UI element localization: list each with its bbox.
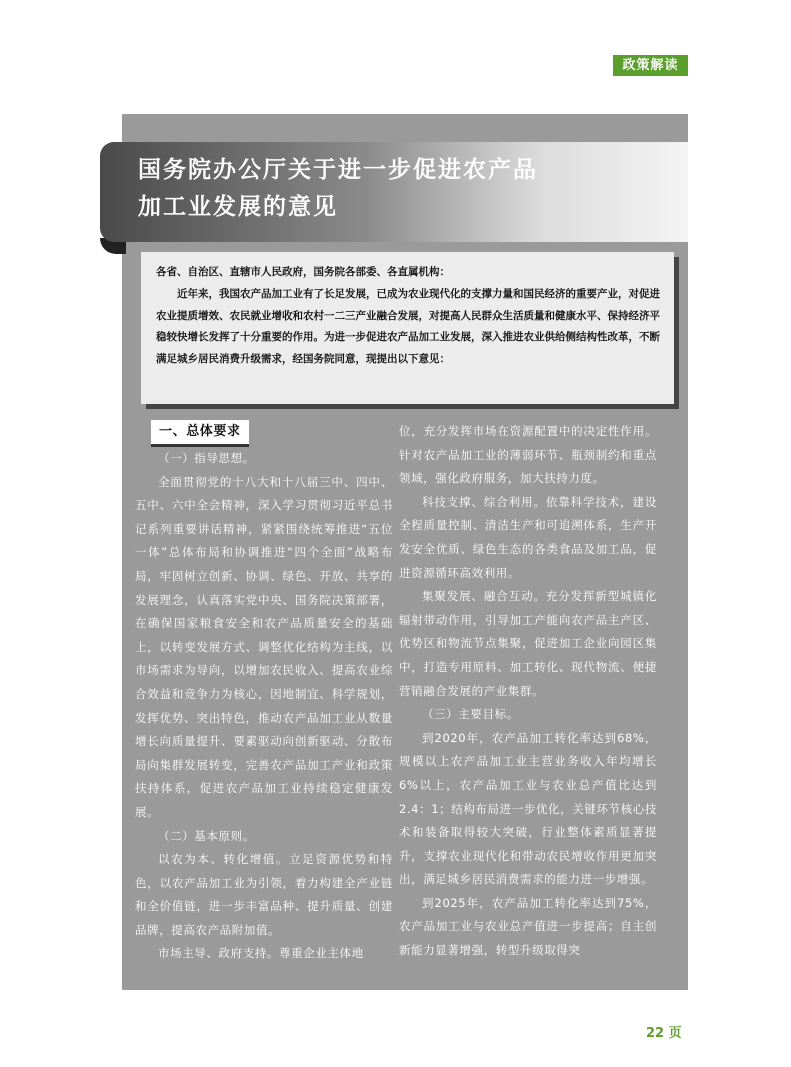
paragraph: 以农为本、转化增值。立足资源优势和特色，以农产品加工业为引领，着力构建全产业链和全价值链，进一步丰富品种、提升质量、创建品牌，提高农产品附加值。 bbox=[135, 852, 393, 937]
salutation: 各省、自治区、直辖市人民政府，国务院各部委、各直属机构： bbox=[156, 266, 450, 278]
paragraph: 集聚发展、融合互动。充分发挥新型城镇化辐射带动作用，引导加工产能向农产品主产区、优势区和物流节点集聚，促进加工企业向园区集中，打造专用原料、加工转化、现代物流、便捷营销融合发展的产业集群。 bbox=[399, 589, 657, 698]
paragraph: 位，充分发挥市场在资源配置中的决定性作用。针对农产品加工业的薄弱环节、瓶颈制约和重点领域，强化政府服务，加大扶持力度。 bbox=[399, 424, 657, 486]
subheading-main-goals: （三）主要目标。 bbox=[422, 707, 519, 722]
subheading-basic-principles: （二）基本原则。 bbox=[158, 828, 255, 843]
right-column bbox=[399, 420, 657, 963]
subheading-guiding-ideology: （一）指导思想。 bbox=[158, 451, 255, 465]
section-heading: 一、总体要求 bbox=[151, 420, 249, 447]
title-line-2: 加工业发展的意见 bbox=[138, 194, 338, 220]
intro-body: 近年来，我国农产品加工业有了长足发展，已成为农业现代化的支撑力量和国民经济的重要产业，对促进农业提质增效、农民就业增收和农村一二三产业融合发展，对提高人民群众生活质量和健康水平、保持经济平稳较快增长发挥了十分重要的作用。为进一步促进农产品加工业发展，深入推进农业供给侧结构性改革，不断满足城乡居民消费升级需求，经国务院同意，现提出以下意见： bbox=[156, 287, 660, 366]
paragraph: 全面贯彻党的十八大和十八届三中、四中、五中、六中全会精神，深入学习贯彻习近平总书记系列重要讲话精神，紧紧围绕统筹推进“五位一体”总体布局和协调推进“四个全面”战略布局，牢固树立创新、协调、绿色、开放、共享的发展理念，认真落实党中央、国务院决策部署，在确保国家粮食安全和农产品质量安全的基础上，以转变发展方式、调整优化结构为主线，以市场需求为导向，以增加农民收入、提高农业综合效益和竞争力为核心，因地制宜、科学规划，发挥优势、突出特色，推动农产品加工业从数量增长向质量提升、要素驱动向创新驱动、分散布局向集群发展转变，完善农产品加工产业和政策扶持体系，促进农产品加工业持续稳定健康发展。 bbox=[135, 474, 393, 819]
left-column bbox=[135, 420, 393, 966]
section-tag: 政策解读 bbox=[613, 55, 688, 76]
page-number: 22 页 bbox=[646, 1026, 682, 1041]
paragraph: 到2025年，农产品加工转化率达到75%，农产品加工业与农业总产值进一步提高；自主创新能力显著增强，转型升级取得突 bbox=[399, 895, 657, 958]
title-line-1: 国务院办公厅关于进一步促进农产品 bbox=[138, 157, 538, 183]
article-title bbox=[138, 152, 538, 226]
paragraph: 到2020年，农产品加工转化率达到68%，规模以上农产品加工业主营业务收入年均增长6%以上，农产品加工业与农业总产值比达到2.4：1；结构布局进一步优化，关键环节核心技术和装备取得较大突破，行业整体素质显著提升，支撑农业现代化和带动农民增收作用更加突出，满足城乡居民消费需求的能力进一步增强。 bbox=[399, 730, 657, 887]
paragraph: 科技支撑、综合利用。依靠科学技术，建设全程质量控制、清洁生产和可追溯体系，生产开发安全优质、绿色生态的各类食品及加工品，促进资源循环高效利用。 bbox=[399, 494, 657, 580]
intro-text bbox=[156, 262, 664, 371]
paragraph: 市场主导、政府支持。尊重企业主体地 bbox=[158, 946, 364, 961]
